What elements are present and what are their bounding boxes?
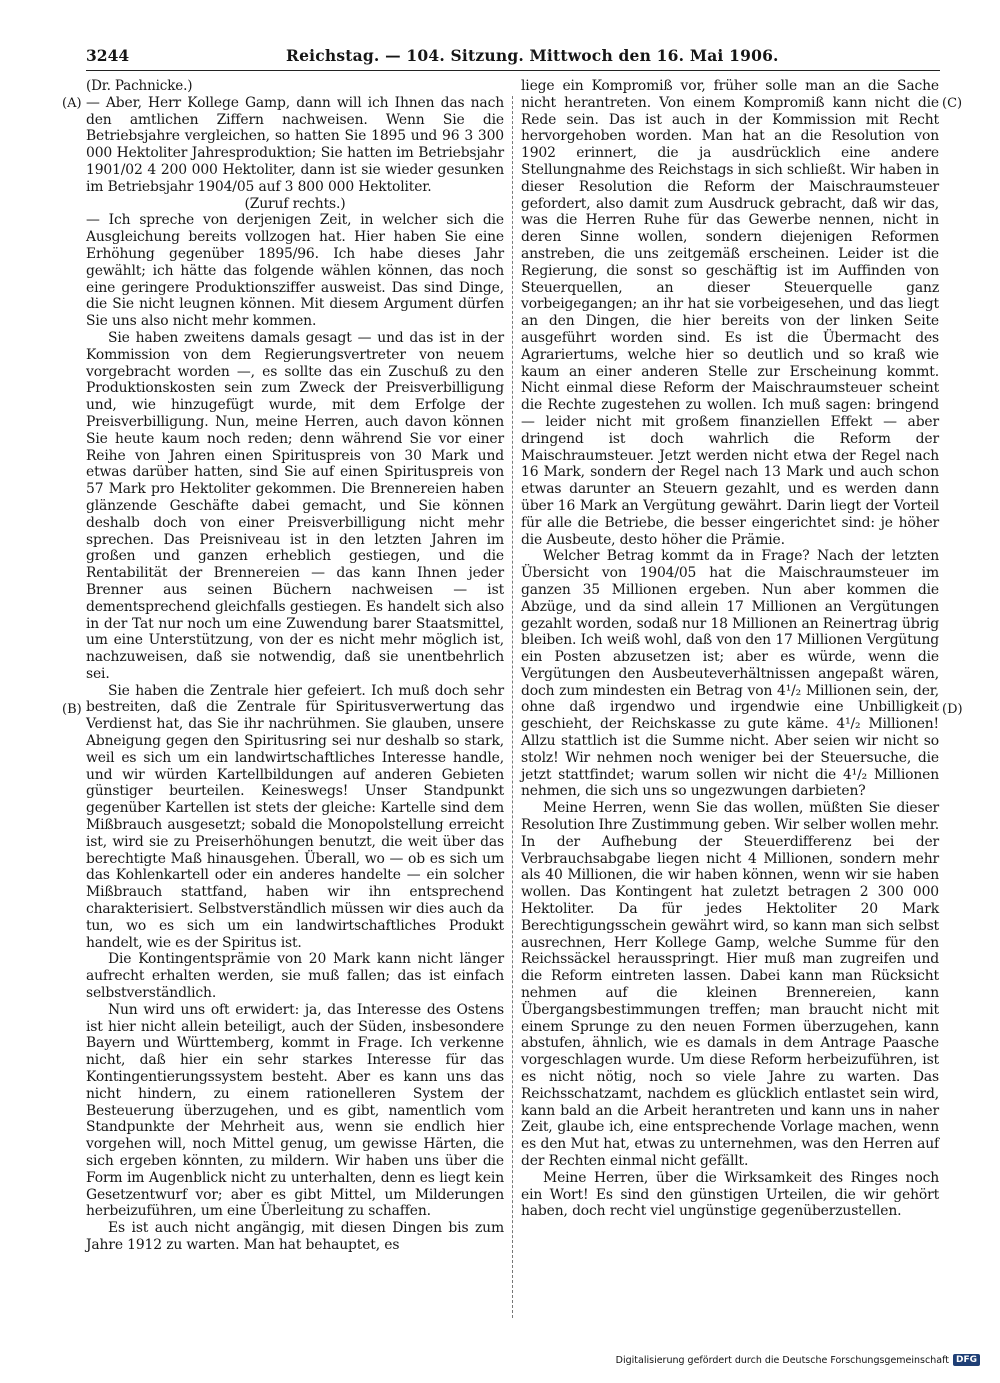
paragraph: Meine Herren, über die Wirksamkeit des Ringes noch ein Wort! Es sind den günstigen Urteilen, die wir gehört haben, doch recht viel ungünstige gegenüberzustellen. [521,1169,939,1220]
margin-mark-a: (A) [62,96,82,111]
header-title: Reichstag. — 104. Sitzung. Mittwoch den 16. Mai 1906. [286,46,779,65]
paragraph: Sie haben zweitens damals gesagt — und das ist in der Kommission von dem Regierungsvertreter von neuem vorgebracht worden —, es sollte das ein Zuschuß zu den Produktionskosten sein zum Zweck der Preisverbilligung und, wie hinzugefügt wurde, mit dem Erfolge der Preisverbilligung. Nun, meine Herren, auch davon können Sie heute kaum noch reden; denn während Sie vor einer Reihe von Jahren einen Spirituspreis von 30 Mark und etwas darüber hatten, sind Sie auf einen Spirituspreis von 57 Mark pro Hektoliter gekommen. Die Brennereien haben glänzende Geschäfte dabei gemacht, und Sie können deshalb doch von einer Preisverbilligung nicht mehr sprechen. Das Preisniveau ist in den letzten Jahren im großen und ganzen erheblich gestiegen, und die Rentabilität der Brennereien — das kann Ihnen jeder Brenner aus seinen Büchern nachweisen — ist dementsprechend gleichfalls gestiegen. Es handelt sich also in der Tat nur noch um eine Zuwendung barer Staatsmittel, um eine Unterstützung, von der es nicht mehr möglich ist, nachzuweisen, daß sie notwendig, daß sie unentbehrlich sei. [86,329,504,682]
digitization-credit [616,1353,980,1367]
paragraph: Nun wird uns oft erwidert: ja, das Interesse des Ostens ist hier nicht allein beteiligt, auch der Süden, insbesondere Bayern und Württemberg, kommt in Frage. Ich verkenne nicht, daß hier ein sehr starkes Interesse für das Kontingentierungssystem besteht. Aber es kann uns das nicht hindern, zu einem rationelleren System der Besteuerung überzugehen, und es gibt, namentlich vom Standpunkte der Mehrheit aus, wenn sie endlich hier vorgehen will, noch Mittel genug, um gewisse Härten, die sich ergeben könnten, zu mildern. Wir haben uns über die Form im Augenblick nicht zu unterhalten, denn es liegt kein Gesetzentwurf vor; aber es gibt Mittel, um Milderungen herbeizuführen, um eine Überleitung zu schaffen. [86,1001,504,1220]
paragraph: Es ist auch nicht angängig, mit diesen Dingen bis zum Jahre 1912 zu warten. Man hat behauptet, es [86,1220,504,1253]
column-divider [512,96,513,1318]
paragraph: Sie haben die Zentrale hier gefeiert. Ich muß doch sehr bestreiten, daß die Zentrale für Spiritusverwertung das Verdienst hat, das Sie ihr nachrühmen. Sie glauben, unsere Abneigung gegen den Spiritusring sei nur deshalb so stark, weil es sich um ein landwirtschaftliches Interesse handle, und wir würden Kartellbildungen auf anderen Gebieten günstiger beurteilen. Keineswegs! Unser Standpunkt gegenüber Kartellen ist stets der gleiche: Kartelle sind dem Mißbrauch ausgesetzt; sobald die Monopolstellung erreicht ist, wird sie zu Preiserhöhungen benutzt, die weit über das berechtigte Maß hinausgehen. Überall, wo — ob es sich um das Kohlenkartell oder ein anderes handelte — ein solcher Mißbrauch stattfand, haben wir ihn entsprechend charakterisiert. Selbstverständlich müssen wir dies auch da tun, wo es sich um ein landwirtschaftliches Produkt handelt, wie es der Spiritus ist. [86,682,504,951]
paragraph: — Ich spreche von derjenigen Zeit, in welcher sich die Ausgleichung bereits vollzogen hat. Hier haben Sie eine Erhöhung gegenüber 1895/96. Ich habe dieses Jahr gewählt; ich hätte das folgende wählen können, das noch eine geringere Produktionsziffer ausweist. Das sind Dinge, die Sie nicht leugnen können. Mit diesem Argument dürfen Sie uns also nicht mehr kommen. [86,212,504,330]
paragraph: Welcher Betrag kommt da in Frage? Nach der letzten Übersicht von 1904/05 hat die Maischraumsteuer im ganzen 35 Millionen ergeben. Nun aber kommen die Abzüge, und da sind allein 17 Millionen an Vergütungen gezahlt worden, sodaß nur 18 Millionen an Reinertrag übrig bleiben. Ich weiß wohl, daß von den 17 Millionen Vergütung ein Posten abzusetzen ist; aber es würde, wenn die Vergütungen den Ausbeuteverhältnissen angepaßt wären, doch zum mindesten ein Betrag von 4¹/₂ Millionen sein, der, ohne daß irgendwo und irgendwie eine Unbilligkeit geschieht, der Reichskasse zu gute käme. 4¹/₂ Millionen! Allzu stattlich ist die Summe nicht. Aber seien wir nicht so stolz! Wir nehmen noch weniger bei der Steuersuche, die jetzt stattfindet; warum sollen wir nicht die 4¹/₂ Millionen nehmen, die sich uns so ungezwungen darbieten? [521,548,939,800]
speaker-name: (Dr. Pachnicke.) [86,78,193,94]
margin-mark-b: (B) [62,702,82,717]
paragraph: Meine Herren, wenn Sie das wollen, müßten Sie dieser Resolution Ihre Zustimmung geben. Wir selber wollen mehr. In der Aufhebung der Steuerdifferenz bei der Verbrauchsabgabe liegen nicht 4 Millionen, sondern mehr als 40 Millionen, die wir haben können, wenn wir sie haben wollen. Das Kontingent hat zuletzt betragen 2 300 000 Hektoliter. Da für jedes Hektoliter 20 Mark Berechtigungsschein gewährt wird, so kann man sich selbst ausrechnen, Herr Kollege Gamp, welche Summe für den Reichssäckel herausspringt. Hier muß man zugreifen und die Reform eintreten lassen. Dabei kann man Rücksicht nehmen auf die kleinen Brennereien, kann Übergangsbestimmungen treffen; man braucht nicht mit einem Sprunge zu den neuen Formen überzugehen, kann abstufen, ähnlich, wie es damals in dem Antrage Paasche vorgeschlagen wurde. Um diese Reform herbeizuführen, ist es nicht nötig, noch so viele Jahre zu warten. Das Reichsschatzamt, nachdem es glücklich entlastet sein wird, kann bald an die Arbeit herantreten und kann uns in naher Zeit, glaube ich, eine entsprechende Vorlage machen, wenn es den Mut hat, etwas zu unternehmen, was den Herren auf der Rechten einmal nicht gefällt. [521,800,939,1169]
left-column [86,78,504,1254]
running-header [86,46,940,70]
margin-mark-c: (C) [942,96,963,111]
dfg-logo: DFG [953,1354,980,1366]
paragraph: Die Kontingentsprämie von 20 Mark kann nicht länger aufrecht erhalten werden, sie muß fallen; das ist einfach selbstverständlich. [86,951,504,1002]
interjection: (Zuruf rechts.) [244,195,346,212]
header-rule [86,70,940,71]
page-number: 3244 [86,46,130,65]
margin-mark-d: (D) [942,702,963,717]
paragraph: — Aber, Herr Kollege Gamp, dann will ich Ihnen das nach den amtlichen Ziffern nachweisen. Wenn Sie die Betriebsjahre vergleichen, so hatten Sie 1895 und 96 3 300 000 Hektoliter Jahresproduktion; Sie hatten im Betriebsjahr 1901/02 4 200 000 Hektoliter, dann ist sie wieder gesunken im Betriebsjahr 1904/05 auf 3 800 000 Hektoliter. [86,94,504,195]
right-column [521,78,939,1220]
paragraph: liege ein Kompromiß vor, früher solle man an die Sache nicht herantreten. Von einem Kompromiß kann nicht die Rede sein. Das ist auch in der Kommission mit Recht hervorgehoben worden. Man hat an die Resolution von 1902 erinnert, die ja ausdrücklich eine andere Stellungnahme des Reichstags in sich schließt. Wir haben in dieser Resolution die Reform der Maischraumsteuer gefordert, also damit zum Ausdruck gebracht, daß wir das, was die Herren Ruhe für das Gewerbe nennen, nicht in deren Sinne wollen, sondern diejenigen Reformen anstreben, die uns zeitgemäß erscheinen. Leider ist die Regierung, die sonst so geschäftig ist im Auffinden von Steuerquellen, an dieser Steuerquelle ganz vorbeigegangen; an ihr hat sie vorbeigesehen, und das liegt an den Dingen, die hier bereits von der linken Seite ausgeführt worden sind. Es ist die Übermacht des Agrariertums, welche hier so deutlich und so kraß wie kaum an einer anderen Stelle zur Erscheinung kommt. Nicht einmal diese Reform der Maischraumsteuer scheint die Rechte zugestehen zu wollen. Ich muß sagen: bringend — leider nicht mit großem finanziellen Effekt — aber dringend ist doch wahrlich die Reform der Maischraumsteuer. Jetzt werden nicht etwa der Regel nach 16 Mark, sondern der Regel nach 13 Mark und auch schon etwas darunter an Steuern gezahlt, und es werden dann über 16 Mark an Vergütung gewährt. Darin liegt der Vorteil für alle die Betriebe, die besser eingerichtet sind: je höher die Ausbeute, desto höher die Prämie. [521,78,939,548]
credit-text: Digitalisierung gefördert durch die Deutsche Forschungsgemeinschaft [615,1354,949,1366]
